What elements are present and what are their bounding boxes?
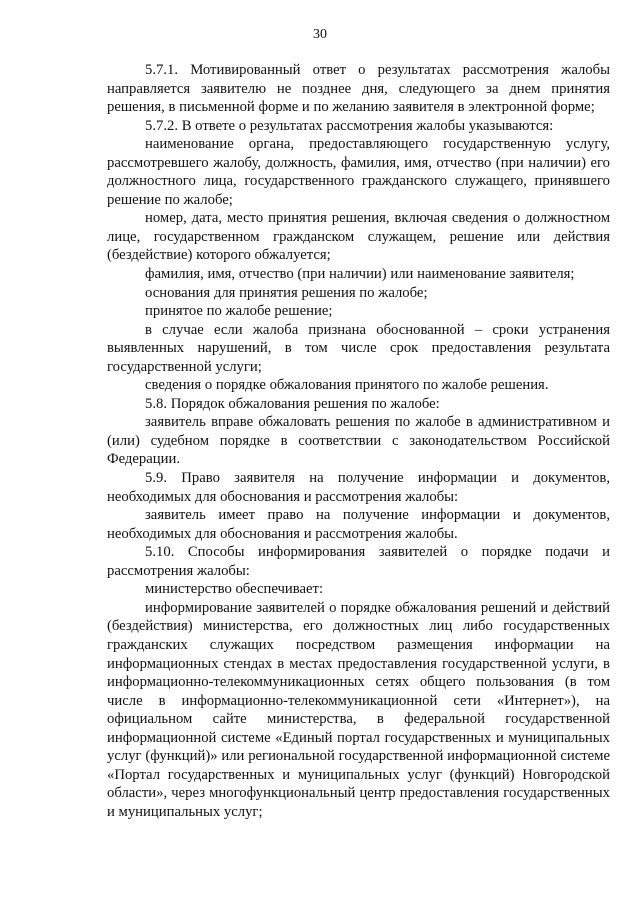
list-item-remedy-terms: в случае если жалоба признана обоснованной – сроки устранения выявленных нарушений, в том числе срок предоставления результата государственной услуги; xyxy=(107,321,610,375)
list-item-organ-name: наименование органа, предоставляющего государственную услугу, рассмотревшего жалобу, должность, фамилия, имя, отчество (при наличии) его должностного лица, государственного гражданского служащего, принявшего решение по жалобе; xyxy=(107,136,610,208)
list-item-decision-taken: принятое по жалобе решение; xyxy=(145,303,333,320)
paragraph-5-7-1: 5.7.1. Мотивированный ответ о результатах рассмотрения жалобы направляется заявителю не позднее дня, следующего за днем принятия решения, в письменной форме и по желанию заявителя в электронной форме; xyxy=(107,62,610,116)
paragraph-5-10: 5.10. Способы информирования заявителей о порядке подачи и рассмотрения жалобы: xyxy=(107,544,610,579)
list-item-applicant-name: фамилия, имя, отчество (при наличии) или наименование заявителя; xyxy=(145,266,575,283)
paragraph-ministry-provides: министерство обеспечивает: xyxy=(145,581,324,598)
paragraph-information-right: заявитель имеет право на получение информации и документов, необходимых для обоснования и рассмотрения жалобы. xyxy=(107,507,610,542)
paragraph-informing-applicants: информирование заявителей о порядке обжалования решений и действий (бездействия) министерства, его должностных лиц либо государственных гражданских служащих посредством размещения информации на информационных стендах в местах предоставления государственной услуги, в информационно-телекоммуникационных сетях общего пользования (в том числе в информационно-телекоммуникационной сети «Интернет»), на официальном сайте министерства, в федеральной государственной информационной системе «Единый портал государственных и муниципальных услуг (функций)» или региональной государственной информационной системе «Портал государственных и муниципальных услуг (функций) Новгородской области», через многофункциональный центр предоставления государственных и муниципальных услуг; xyxy=(107,599,610,820)
paragraph-appeal-right: заявитель вправе обжаловать решения по жалобе в административном и (или) судебном порядке в соответствии с законодательством Российской Федерации. xyxy=(107,414,610,468)
page-number: 30 xyxy=(313,27,327,42)
paragraph-5-9: 5.9. Право заявителя на получение информации и документов, необходимых для обоснования и рассмотрения жалобы: xyxy=(107,470,610,505)
paragraph-5-8: 5.8. Порядок обжалования решения по жалобе: xyxy=(145,395,440,412)
list-item-appeal-info: сведения о порядке обжалования принятого по жалобе решения. xyxy=(145,377,549,394)
paragraph-5-7-2: 5.7.2. В ответе о результатах рассмотрения жалобы указываются: xyxy=(145,117,554,134)
list-item-decision-number: номер, дата, место принятия решения, включая сведения о должностном лице, государственном гражданском служащем, решение или действия (бездействие) которого обжалуется; xyxy=(107,210,610,264)
list-item-decision-grounds: основания для принятия решения по жалобе; xyxy=(145,284,428,301)
document-body xyxy=(107,61,610,821)
